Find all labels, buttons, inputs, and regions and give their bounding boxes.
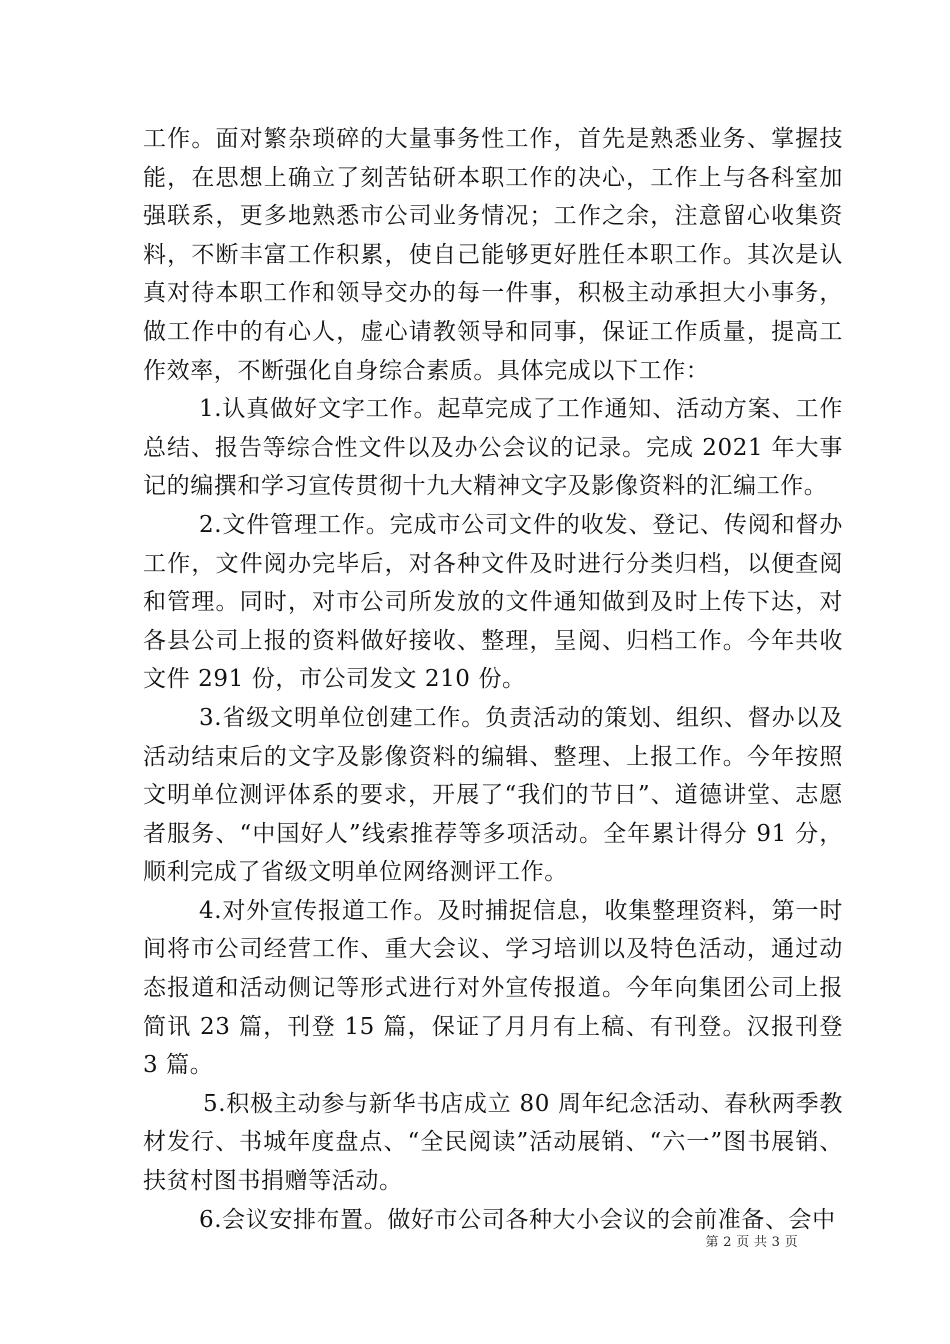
paragraph-item-3: 3.省级文明单位创建工作。负责活动的策划、组织、督办以及活动结束后的文字及影像资料的编辑、整理、上报工作。今年按照文明单位测评体系的要求，开展了“我们的节日”、道德讲堂、志愿者服务、“中国好人”线索推荐等多项活动。全年累计得分 91 分，顺利完成了省级文明单位网络测评工作。: [143, 704, 843, 886]
paragraph-item-1: 1.认真做好文字工作。起草完成了工作通知、活动方案、工作总结、报告等综合性文件以及办公会议的记录。完成 2021 年大事记的编撰和学习宣传贯彻十九大精神文字及影像资料的汇编工作。: [143, 396, 843, 500]
paragraph-intro: 工作。面对繁杂琐碎的大量事务性工作，首先是熟悉业务、掌握技能，在思想上确立了刻苦钻研本职工作的决心，工作上与各科室加强联系，更多地熟悉市公司业务情况；工作之余，注意留心收集资料，不断丰富工作积累，使自己能够更好胜任本职工作。其次是认真对待本职工作和领导交办的每一件事，积极主动承担大小事务，做工作中的有心人，虚心请教领导和同事，保证工作质量，提高工作效率，不断强化自身综合素质。具体完成以下工作：: [143, 126, 843, 384]
paragraph-item-4: 4.对外宣传报道工作。及时捕捉信息，收集整理资料，第一时间将市公司经营工作、重大会议、学习培训以及特色活动，通过动态报道和活动侧记等形式进行对外宣传报道。今年向集团公司上报简讯 23 篇，刊登 15 篇，保证了月月有上稿、有刊登。汉报刊登 3 篇。: [143, 897, 843, 1079]
paragraph-item-5: 5.积极主动参与新华书店成立 80 周年纪念活动、春秋两季教材发行、书城年度盘点、“全民阅读”活动展销、“六一”图书展销、扶贫村图书捐赠等活动。: [143, 1090, 843, 1195]
document-body: [143, 120, 843, 1239]
page-number-footer: 第 2 页 共 3 页: [705, 1235, 798, 1250]
paragraph-item-2: 2.文件管理工作。完成市公司文件的收发、登记、传阅和督办工作，文件阅办完毕后，对各种文件及时进行分类归档，以便查阅和管理。同时，对市公司所发放的文件通知做到及时上传下达，对各县公司上报的资料做好接收、整理，呈阅、归档工作。今年共收文件 291 份，市公司发文 210 份。: [143, 511, 843, 693]
paragraph-item-6: 6.会议安排布置。做好市公司各种大小会议的会前准备、会中: [199, 1206, 836, 1233]
